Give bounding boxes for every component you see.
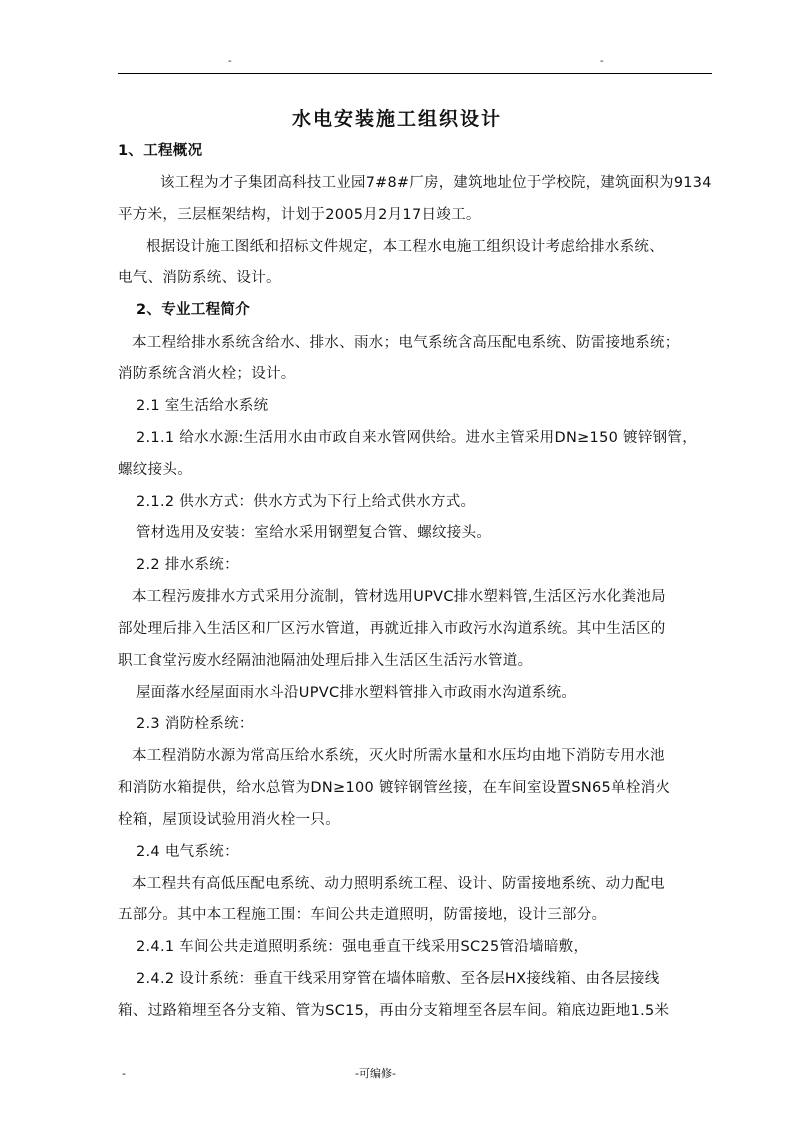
- paragraph-line: 2.1.2 供水方式：供水方式为下行上给式供水方式。: [136, 494, 476, 510]
- paragraph-line: 栓箱，屋顶设试验用消火栓一只。: [118, 812, 340, 828]
- section-heading-overview: 1、工程概况: [118, 143, 203, 159]
- paragraph-line: 屋面落水经屋面雨水斗沿UPVC排水塑料管排入市政雨水沟道系统。: [136, 685, 577, 701]
- paragraph-line: 螺纹接头。: [118, 462, 192, 478]
- subsection-heading: 2.1 室生活给水系统: [136, 398, 269, 414]
- paragraph-line: 部处理后排入生活区和厂区污水管道，再就近排入市政污水沟道系统。其中生活区的: [118, 621, 666, 637]
- paragraph-line: 五部分。其中本工程施工围：车间公共走道照明，防雷接地，设计三部分。: [118, 907, 607, 923]
- document-title: 水电安装施工组织设计: [291, 108, 502, 130]
- footer-left-mark: -: [122, 1067, 126, 1080]
- paragraph-line: 平方米，三层框架结构，计划于2005月2月17日竣工。: [118, 207, 481, 223]
- paragraph-line: 电气、消防系统、设计。: [118, 270, 281, 286]
- header-left-mark: -: [228, 56, 232, 67]
- subsection-heading: 2.2 排水系统：: [136, 557, 239, 573]
- paragraph-line: 2.4.2 设计系统：垂直干线采用穿管在墙体暗敷、至各层HX接线箱、由各层接线: [136, 971, 660, 987]
- paragraph-line: 本工程共有高低压配电系统、动力照明系统工程、设计、防雷接地系统、动力配电: [132, 876, 665, 892]
- paragraph-line: 职工食堂污废水经隔油池隔油处理后排入生活区生活污水管道。: [118, 653, 533, 669]
- subsection-heading: 2.3 消防栓系统：: [136, 716, 254, 732]
- paragraph-line: 消防系统含消火栓；设计。: [118, 366, 296, 382]
- paragraph-line: 2.1.1 给水水源:生活用水由市政自来水管网供给。进水主管采用DN≥150 镀锌钢管，: [136, 430, 698, 446]
- header-rule: [118, 73, 712, 74]
- paragraph-line: 本工程污废排水方式采用分流制，管材选用UPVC排水塑料管,生活区污水化粪池局: [132, 589, 666, 605]
- paragraph-line: 箱、过路箱埋至各分支箱、管为SC15，再由分支箱埋至各层车间。箱底边距地1.5米: [118, 1003, 670, 1019]
- paragraph-line: 根据设计施工图纸和招标文件规定，本工程水电施工组织设计考虑给排水系统、: [146, 239, 664, 255]
- paragraph-line: 本工程给排水系统含给水、排水、雨水；电气系统含高压配电系统、防雷接地系统；: [132, 335, 680, 351]
- paragraph-line: 本工程消防水源为常高压给水系统，灭火时所需水量和水压均由地下消防专用水池: [132, 748, 665, 764]
- paragraph-line: 管材选用及安装：室给水采用钢塑复合管、螺纹接头。: [136, 525, 492, 541]
- paragraph-line: 该工程为才子集团高科技工业园7#8#厂房，建筑地址位于学校院，建筑面积为9134: [160, 175, 712, 191]
- footer-editable-label: -可编修-: [355, 1067, 396, 1080]
- paragraph-line: 和消防水箱提供，给水总管为DN≥100 镀锌钢管丝接，在车间室设置SN65单栓消火: [118, 780, 671, 796]
- section-heading-profession: 2、专业工程简介: [136, 302, 250, 318]
- header-right-mark: -: [600, 56, 604, 67]
- paragraph-line: 2.4.1 车间公共走道照明系统：强电垂直干线采用SC25管沿墙暗敷，: [136, 939, 589, 955]
- subsection-heading: 2.4 电气系统：: [136, 844, 239, 860]
